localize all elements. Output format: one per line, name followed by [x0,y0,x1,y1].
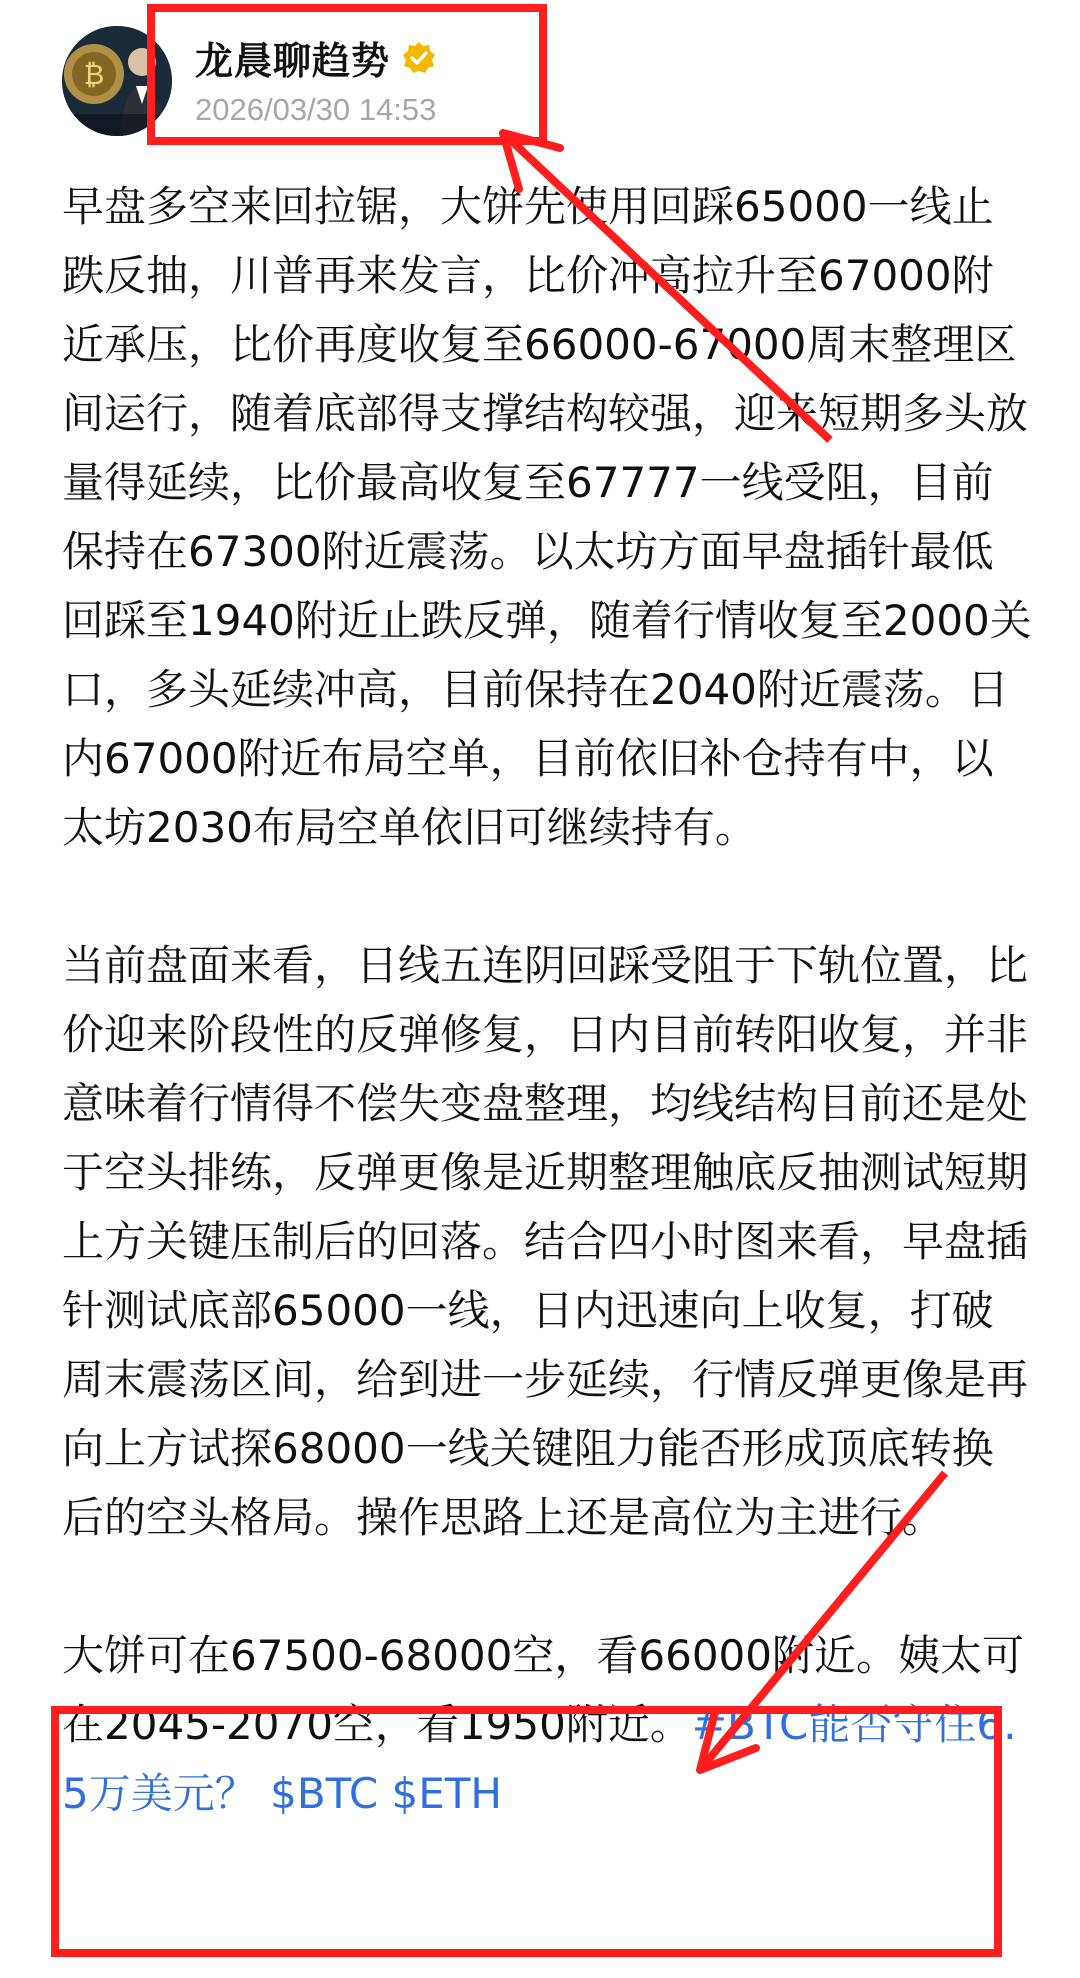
post-paragraph-1: 早盘多空来回拉锯，大饼先使用回踩65000一线止跌反抽，川普再来发言，比价冲高拉升至67000附近承压，比价再度收复至66000-67000周末整理区间运行，随着底部得支撑结构较强，迎来短期多头放量得延续，比价最高收复至67777一线受阻，目前保持在67300附近震荡。以太坊方面早盘插针最低回踩至1940附近止跌反弹，随着行情收复至2000关口，多头延续冲高，目前保持在2040附近震荡。日内67000附近布局空单，目前依旧补仓持有中，以太坊2030布局空单依旧可继续持有。 [62,182,1032,852]
paragraph-spacer [62,1552,1032,1621]
avatar[interactable] [62,26,172,136]
ticker-link-eth[interactable]: $ETH [391,1769,503,1818]
paragraph-spacer [62,862,1032,931]
hashtag-link[interactable]: #BTC能否守住6.5万美元？ [62,1700,1017,1818]
svg-text:₿: ₿ [83,58,105,91]
author-name[interactable] [195,30,436,85]
post-paragraph-2: 当前盘面来看，日线五连阴回踩受阻于下轨位置，比价迎来阶段性的反弹修复，日内目前转阳收复，并非意味着行情得不偿失变盘整理，均线结构目前还是处于空头排练，反弹更像是近期整理触底反抽测试短期上方关键压制后的回落。结合四小时图来看，早盘插针测试底部65000一线，日内迅速向上收复，打破周末震荡区间，给到进一步延续，行情反弹更像是再向上方试探68000一线关键阻力能否形成顶底转换后的空头格局。操作思路上还是高位为主进行。 [62,941,1029,1542]
verified-badge-icon [402,41,436,75]
post-paragraph-3 [62,1621,1032,1828]
post-header [0,0,1080,160]
avatar-image [62,26,172,136]
ticker-link-btc[interactable]: $BTC [270,1769,379,1818]
author-name-text: 龙晨聊趋势 [195,39,391,83]
post-body [62,172,1032,1828]
post-timestamp: 2026/03/30 14:53 [195,92,437,127]
trade-plan-text: 大饼可在67500-68000空，看66000附近。姨太可在2045-2070空，看1950附近。 [62,1631,1024,1749]
